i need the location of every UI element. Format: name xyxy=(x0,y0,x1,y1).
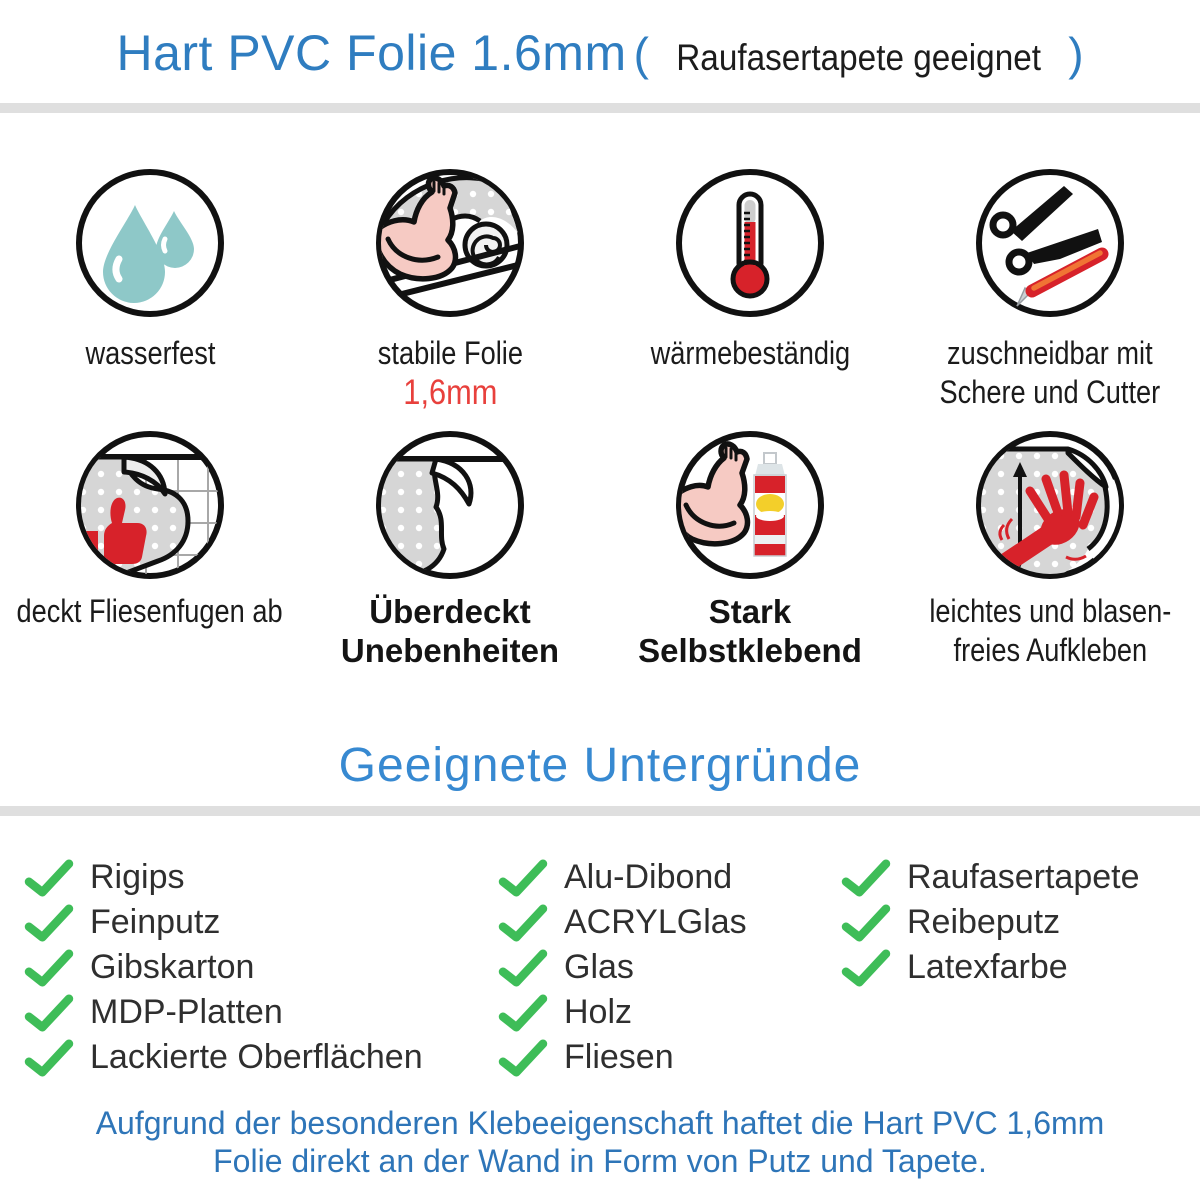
strong-foil-roll-icon xyxy=(374,167,526,319)
title-subtitle: Raufasertapete geeignet xyxy=(676,37,1041,78)
surface-item: Fliesen xyxy=(497,1035,747,1080)
check-icon xyxy=(497,994,549,1032)
bubble-free-icon xyxy=(974,429,1126,581)
check-icon xyxy=(23,1039,75,1077)
water-drops-icon xyxy=(74,167,226,319)
check-icon xyxy=(497,904,549,942)
feature-label: wärmebeständig xyxy=(650,335,850,371)
check-icon xyxy=(23,859,75,897)
adhesive-note-line1: Aufgrund der besonderen Klebeeigenschaft haftet die Hart PVC 1,6mm xyxy=(95,1105,1105,1141)
feature-bubble-free xyxy=(900,429,1200,670)
surface-item: Glas xyxy=(497,945,747,990)
thermometer-icon xyxy=(674,167,826,319)
adhesive-note-line2: Folie direkt an der Wand in Form von Putz und Tapete. xyxy=(213,1143,987,1179)
check-icon xyxy=(497,949,549,987)
feature-label: Stark Selbstklebend xyxy=(638,593,862,669)
surface-item: Rigips xyxy=(23,855,423,900)
surface-item: Raufasertapete xyxy=(840,855,1140,900)
feature-covers-tile-joints xyxy=(0,429,300,670)
surface-item: MDP-Platten xyxy=(23,990,423,1035)
check-icon xyxy=(497,1039,549,1077)
feature-covers-unevenness xyxy=(300,429,600,670)
feature-row-1 xyxy=(0,167,1200,412)
surface-item: Gibskarton xyxy=(23,945,423,990)
self-adhesive-icon xyxy=(674,429,826,581)
feature-label: wasserfest xyxy=(85,335,215,371)
page-title xyxy=(0,24,1200,82)
surface-item: Reibeputz xyxy=(840,900,1140,945)
check-icon xyxy=(840,949,892,987)
surface-item: Latexfarbe xyxy=(840,945,1140,990)
surfaces-column-2 xyxy=(497,855,747,1080)
check-icon xyxy=(840,904,892,942)
check-icon xyxy=(23,904,75,942)
divider-middle xyxy=(0,806,1200,816)
tile-joints-icon xyxy=(74,429,226,581)
scissors-cutter-icon xyxy=(974,167,1126,319)
feature-stable-foil xyxy=(300,167,600,412)
divider-top xyxy=(0,103,1200,113)
thickness-highlight: 1,6mm xyxy=(402,373,498,412)
surface-item: Feinputz xyxy=(23,900,423,945)
surface-item: Holz xyxy=(497,990,747,1035)
feature-label: zuschneidbar mit Schere und Cutter xyxy=(939,335,1161,410)
feature-row-2 xyxy=(0,429,1200,670)
feature-cuttable xyxy=(900,167,1200,412)
check-icon xyxy=(840,859,892,897)
feature-waterproof xyxy=(0,167,300,412)
feature-label: Überdeckt Unebenheiten xyxy=(340,593,560,669)
check-icon xyxy=(23,949,75,987)
surfaces-column-1 xyxy=(23,855,423,1080)
surfaces-column-3 xyxy=(840,855,1140,990)
title-main: Hart PVC Folie 1.6mm xyxy=(116,25,627,81)
feature-label: leichtes und blasen- freies Aufkleben xyxy=(929,593,1171,668)
surface-item: Alu-Dibond xyxy=(497,855,747,900)
surfaces-heading: Geeignete Untergründe xyxy=(338,739,862,792)
feature-label: stabile Folie 1,6mm xyxy=(365,334,536,412)
feature-heat-resistant xyxy=(600,167,900,412)
surface-item: ACRYLGlas xyxy=(497,900,747,945)
feature-label: deckt Fliesenfugen ab xyxy=(16,593,284,629)
covers-unevenness-icon xyxy=(374,429,526,581)
title-paren-close: ) xyxy=(1068,28,1084,80)
check-icon xyxy=(497,859,549,897)
title-paren-open: ( xyxy=(633,28,649,80)
surface-item: Lackierte Oberflächen xyxy=(23,1035,423,1080)
feature-self-adhesive xyxy=(600,429,900,670)
check-icon xyxy=(23,994,75,1032)
adhesive-note xyxy=(0,1104,1200,1180)
